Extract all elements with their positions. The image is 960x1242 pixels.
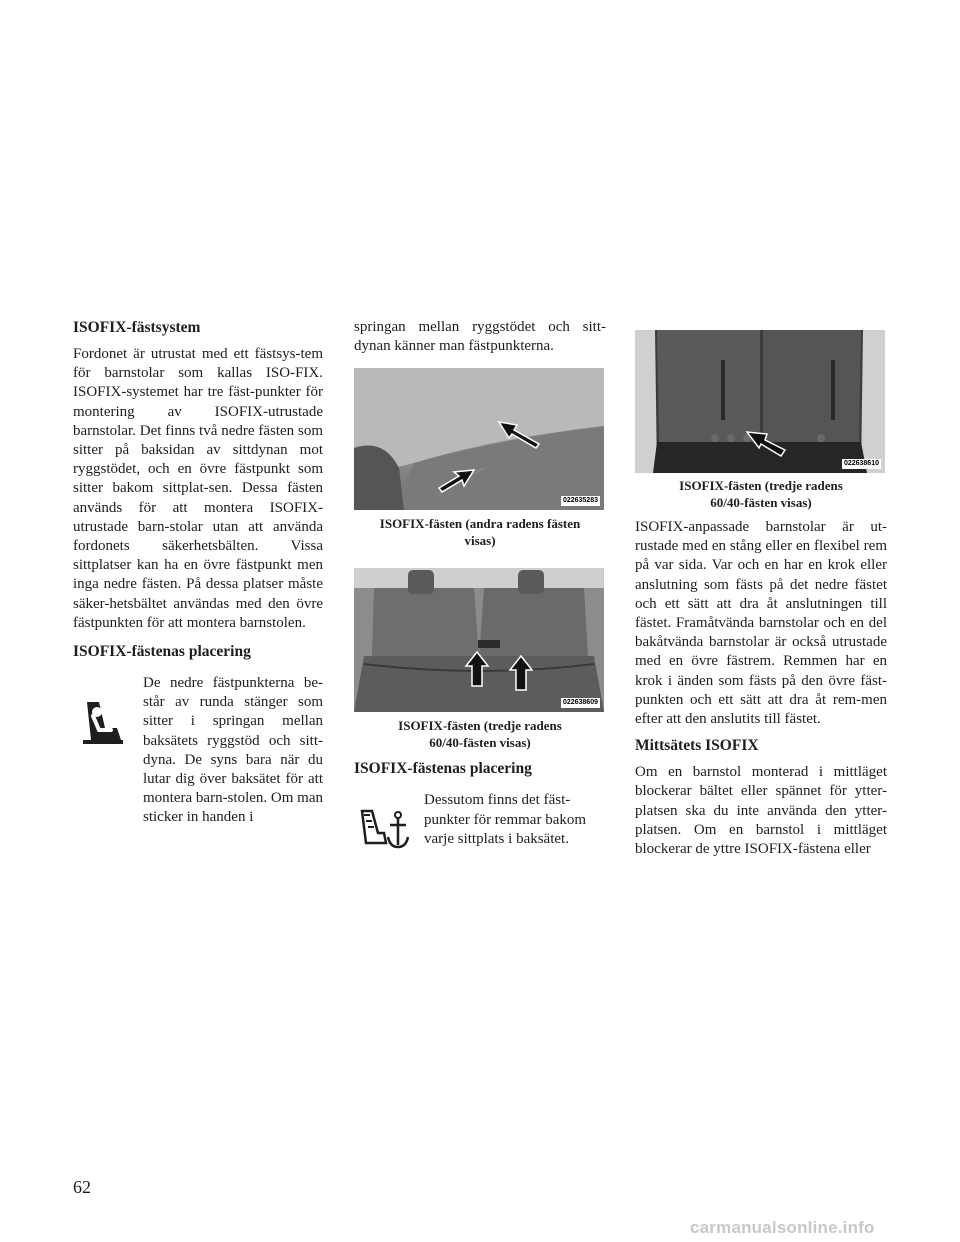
column-right: [635, 330, 887, 859]
tether-text: Dessutom finns det fäst-punkter för remmar bakom varje sittplats i baksätet.: [424, 792, 587, 847]
center-seat-heading: Mittsätets ISOFIX: [635, 737, 759, 755]
figure-2-code: 022638609: [562, 699, 598, 707]
figure-2-caption: ISOFIX-fästen (tredje radens 60/40-fästen visas): [398, 718, 562, 750]
placement-heading-1: ISOFIX-fästenas placering: [73, 643, 251, 661]
lower-anchor-text-continued: springan mellan ryggstödet och sitt-dynan känner man fästpunkterna.: [354, 319, 606, 355]
placement-heading-2: ISOFIX-fästenas placering: [354, 760, 532, 778]
figure-1-caption: ISOFIX-fästen (andra radens fästen visas): [379, 516, 581, 548]
figure-1-photo: [354, 368, 604, 510]
lower-anchor-block: [73, 674, 323, 828]
center-seat-paragraph: Om en barnstol monterad i mittläget blockerar bältet eller spännet för ytter-platsen ska du inte använda den ytter-platsen. Om en barnstol i mittläget blockerar de yttre ISOFIX-fästena eller: [635, 764, 887, 858]
child-seat-anchor-icon: [354, 801, 410, 857]
watermark: carmanualsonline.info: [690, 1218, 875, 1237]
adapted-seats-paragraph: ISOFIX-anpassade barnstolar är ut-rustade med en stång eller en flexibel rem på var sida. Var och en har en krok eller anslutning som fästs på det nedre fästet och ett sätt att dra åt anslutningen till fästet. Framåtvända barnstolar och en del bakåtvända barnstolar är också utrustade med en övre fästrem. Remmen har en krok i änden som fästs på den övre fäst-punkten och ett sätt att dra åt rem-men efter att den anslutits till fästet.: [635, 519, 887, 728]
figure-1-code: 022635283: [562, 497, 598, 505]
column-left: [73, 318, 323, 828]
figure-3-code: 022638610: [843, 460, 879, 467]
column-middle: [354, 318, 606, 849]
page-number: 62: [73, 1177, 91, 1197]
figure-3-photo: [635, 330, 885, 473]
intro-paragraph: Fordonet är utrustat med ett fästsys-tem för barnstolar som kallas ISO-FIX. ISOFIX-systemet har tre fäst-punkter för montering av ISOFIX-utrustade barnstolar. Det finns två nedre fästen som sitter på baksidan av sittdynan mot ryggstödet, och en övre fästpunkt som sitter bakom sittplat-sen. Dessa fästen används för att montera ISOFIX-utrustade barn-stolar utan att använda fordonets säkerhetsbälten. Vissa sittplatser kan ha en övre fästpunkt men inga nedre fästen. På dessa platser måste säker-hetsbältet användas med den övre fästpunkten för att montera barnstolen.: [73, 346, 323, 631]
section-title: ISOFIX-fästsystem: [73, 319, 201, 336]
lower-anchor-text: De nedre fästpunkterna be-står av runda stänger som sitter i springan mellan baksätets ryggstöd och sitt-dyna. De syns bara när du lutar dig över baksätet för att montera barn-stolen. Om man sticker in handen i: [143, 675, 323, 826]
figure-3-caption: ISOFIX-fästen (tredje radens 60/40-fästen visas): [679, 478, 843, 510]
figure-2-photo: [354, 568, 604, 712]
tether-anchor-block: [354, 791, 606, 849]
child-seat-icon: [73, 694, 129, 750]
